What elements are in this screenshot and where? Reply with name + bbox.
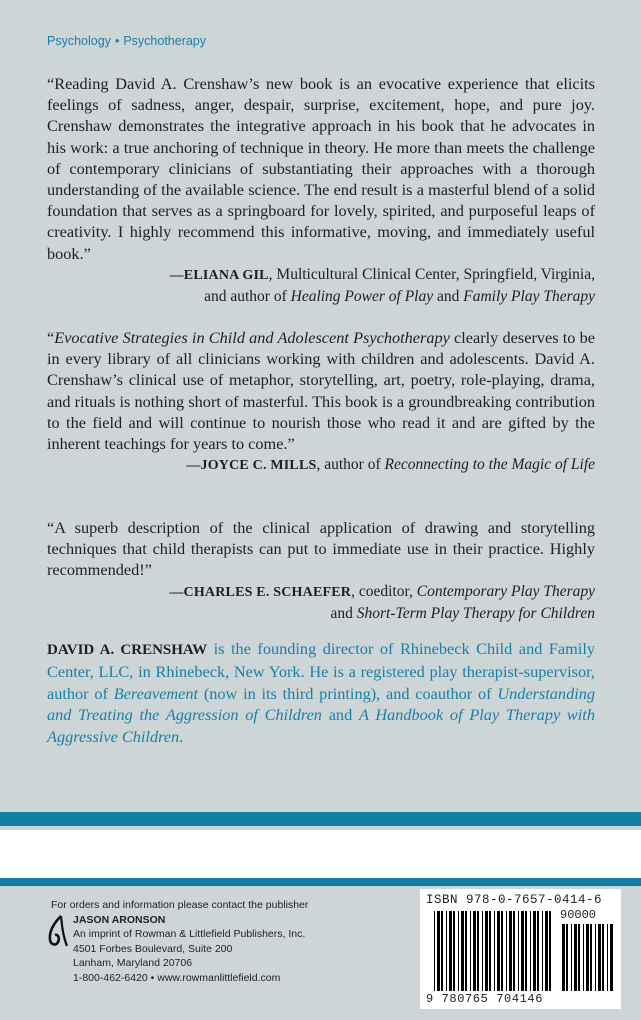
publisher-contact: For orders and information please contact the publisher — [51, 899, 309, 911]
book-title: Reconnecting to the Magic of Life — [384, 456, 595, 474]
barcode-bar — [545, 911, 548, 991]
barcode-bar — [525, 911, 527, 991]
attribution-affiliation: , Multicultural Clinical Center, Springfield, Virginia, — [268, 265, 595, 283]
attribution-prefix: and author of — [204, 287, 291, 305]
book-title: Healing Power of Play — [290, 287, 434, 305]
isbn-text: ISBN 978-0-7657-0414-6 — [426, 893, 603, 907]
barcode-bar — [473, 911, 476, 991]
attribution-name: —JOYCE C. MILLS — [186, 458, 317, 474]
barcode-bar — [530, 911, 531, 991]
barcode-bar — [509, 911, 512, 991]
publisher-imprint: An imprint of Rowman & Littlefield Publishers, Inc. — [73, 928, 306, 940]
barcode-addon-bars — [562, 924, 614, 991]
barcode-bar — [449, 911, 452, 991]
book-title: Evocative Strategies in Child and Adolescent Psychotherapy — [54, 328, 450, 347]
barcode-addon-number: 90000 — [560, 908, 597, 922]
book-title: Contemporary Play Therapy — [416, 582, 595, 600]
open-quote: “ — [47, 328, 55, 347]
barcode-bar — [578, 924, 580, 991]
book-title: Bereavement — [113, 683, 199, 703]
category-psychotherapy: Psychotherapy — [123, 34, 207, 48]
attribution-and: and — [330, 604, 357, 622]
barcode-bar — [465, 911, 467, 991]
barcode-bar — [489, 911, 491, 991]
barcode-bar — [574, 924, 577, 991]
quote-mills-text — [47, 327, 595, 454]
barcode-bar — [501, 911, 503, 991]
barcode-bar — [518, 911, 519, 991]
category-breadcrumb — [47, 34, 206, 48]
barcode-bar — [458, 911, 459, 991]
barcode-number: 9 780765 704146 — [426, 992, 544, 1006]
quote-schaefer-text: “A superb description of the clinical application of drawing and storytelling techniques that child therapists can put to immediate use in their practice. Highly recommended!” — [47, 518, 595, 580]
quote-mills — [47, 327, 595, 476]
barcode-block — [420, 889, 621, 1009]
quote-mills-body: clearly deserves to be in every library of all clinicians working with children and adolescents. David A. Crenshaw’s clinical use of metaphor, storytelling, art, poetry, role-playing, drama, and rituals is nothing short of masterful. This book is a groundbreaking contribution to the field and will continue to nourish those who read it and are gifted by the inherent teachings for years to come.” — [47, 328, 595, 454]
barcode-bar — [494, 911, 495, 991]
barcode-bar — [461, 911, 464, 991]
barcode-bar — [566, 924, 568, 991]
publisher-address-line2: Lanham, Maryland 20706 — [73, 957, 193, 969]
attribution-and: and — [433, 287, 464, 305]
barcode-bar — [437, 911, 440, 991]
white-band — [0, 830, 641, 878]
barcode-bars — [434, 911, 552, 991]
barcode-bar — [453, 911, 455, 991]
barcode-bar — [506, 911, 507, 991]
barcode-bar — [446, 911, 447, 991]
quote-gil — [47, 73, 595, 307]
attribution-name: —ELIANA GIL — [169, 267, 269, 283]
barcode-bar — [549, 911, 551, 991]
barcode-bar — [583, 924, 584, 991]
barcode-bar — [485, 911, 488, 991]
barcode-bar — [497, 911, 500, 991]
attribution-name: —CHARLES E. SCHAEFER — [169, 584, 352, 600]
attribution-affiliation: , author of — [316, 456, 385, 474]
quote-schaefer — [47, 517, 595, 624]
attribution-affiliation: , coeditor, — [351, 582, 417, 600]
barcode-bar — [610, 924, 613, 991]
quote-mills-attribution — [47, 454, 595, 476]
publisher-name: JASON ARONSON — [73, 913, 166, 926]
quote-gil-text: “Reading David A. Crenshaw’s new book is an evocative experience that elicits feelings of sadness, anger, despair, surprise, excitement, hope, and pure joy. Crenshaw demonstrates the integrative approach in his book that he advocates in his work: a true anchoring of technique in theory. He more than meets the challenge of contemporary clinicians of substantiating their approaches with a thorough understanding of the available science. The end result is a masterful blend of a solid foundation that serves as a springboard for lovely, spirited, and purposeful leaps of creativity. I highly recommend this informative, moving, and immediately useful book.” — [47, 74, 595, 263]
bio-text: . — [179, 726, 184, 746]
author-name: DAVID A. CRENSHAW — [47, 642, 208, 658]
quote-gil-attribution — [47, 264, 595, 307]
book-title: Short-Term Play Therapy for Children — [356, 604, 595, 622]
barcode-bar — [571, 924, 572, 991]
barcode-bar — [602, 924, 604, 991]
barcode-bar — [477, 911, 479, 991]
author-bio — [47, 638, 595, 747]
bio-text: is the founding director of Rhinebeck Child and Family Center, LLC, in Rhinebeck, New York. He is a registered play therapist-supervisor, author of — [47, 639, 596, 703]
barcode-bar — [590, 924, 592, 991]
book-title: Family Play Therapy — [463, 287, 595, 305]
publisher-phone-web: 1-800-462-6420 • www.rowmanlittlefield.com — [73, 971, 281, 984]
book-title: A Handbook of Play Therapy with Aggressive Children — [47, 705, 595, 746]
accent-band-bottom — [0, 878, 641, 886]
accent-band-top — [0, 812, 641, 826]
bullet-separator: • — [114, 34, 120, 48]
barcode-bar — [595, 924, 596, 991]
publisher-address-line1: 4501 Forbes Boulevard, Suite 200 — [73, 942, 233, 955]
barcode-bar — [521, 911, 524, 991]
book-title: Understanding and Treating the Aggression of Children — [47, 683, 596, 725]
barcode-bar — [537, 911, 539, 991]
bio-text: (now in its third printing), and coauthor of — [198, 683, 498, 703]
quote-schaefer-attribution — [47, 581, 595, 624]
bio-text: and — [321, 705, 359, 725]
barcode-bar — [470, 911, 471, 991]
barcode-bar — [434, 911, 435, 991]
barcode-bar — [542, 911, 543, 991]
barcode-bar — [441, 911, 443, 991]
barcode-bar — [562, 924, 565, 991]
barcode-bar — [598, 924, 601, 991]
barcode-bar — [586, 924, 589, 991]
barcode-bar — [607, 924, 608, 991]
category-psychology: Psychology — [47, 34, 111, 48]
barcode-bar — [533, 911, 536, 991]
barcode-bar — [482, 911, 483, 991]
barcode-bar — [513, 911, 515, 991]
